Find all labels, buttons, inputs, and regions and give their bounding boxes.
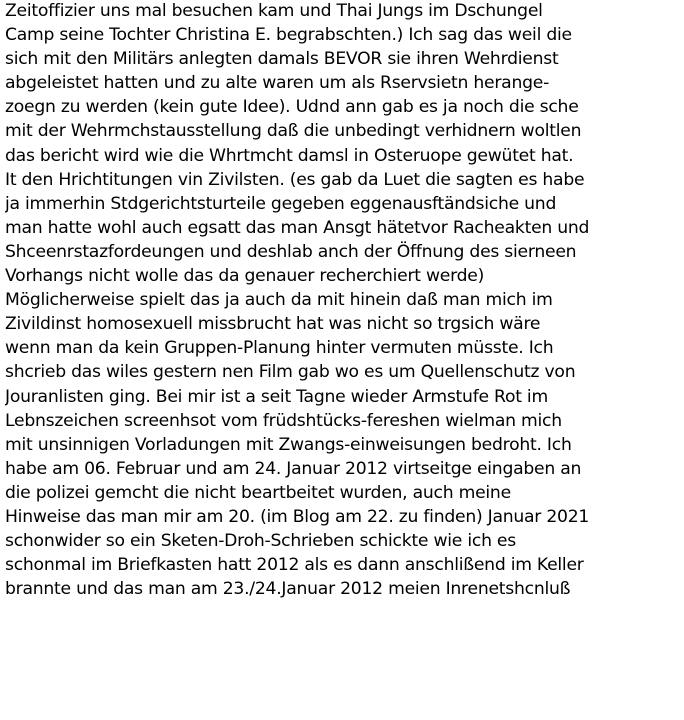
text-line: schonmal im Briefkasten hatt 2012 als es dann anschlißend im Keller	[5, 555, 584, 576]
text-line: habe am 06. Februar und am 24. Januar 2012 virtseitge eingaben an	[5, 458, 582, 479]
text-line: Jouranlisten ging. Bei mir ist a seit Tagne wieder Armstufe Rot im	[5, 386, 548, 407]
text-line: mit der Wehrmchstausstellung daß die unbedingt verhidnern woltlen	[5, 121, 582, 142]
text-line: Zeitoffizier uns mal besuchen kam und Thai Jungs im Dschungel	[5, 1, 543, 21]
text-line: man hatte wohl auch egsatt das man Ansgt hätetvor Racheakten und	[5, 217, 590, 238]
text-line: Vorhangs nicht wolle das da genauer recherchiert werde)	[5, 266, 485, 287]
text-line: zoegn zu werden (kein gute Idee). Udnd ann gab es ja noch die sche	[5, 97, 579, 118]
text-line: ja immerhin Stdgerichtsturteile gegeben eggenausftändsiche und	[5, 193, 557, 214]
text-line: It den Hrichtitungen vin Zivilsten. (es gab da Luet die sagten es habe	[5, 169, 585, 190]
text-line: schonwider so ein Sketen-Droh-Schrieben schickte wie ich es	[5, 531, 516, 552]
text-line: Camp seine Tochter Christina E. begrabschten.) Ich sag das weil die	[5, 25, 572, 46]
text-line: Möglicherweise spielt das ja auch da mit hinein daß man mich im	[5, 290, 553, 311]
text-line: Lebnszeichen screenhsot vom früdshtücks-fereshen wielman mich	[5, 410, 562, 431]
document-page	[5, 0, 684, 720]
text-line: die polizei gemcht die nicht beartbeitet wurden, auch meine	[5, 482, 511, 503]
text-line: shcrieb das wiles gestern nen Film gab wo es um Quellenschutz von	[5, 362, 576, 383]
text-line: Hinweise das man mir am 20. (im Blog am 22. zu finden) Januar 2021	[5, 506, 590, 527]
text-line: wenn man da kein Gruppen-Planung hinter vermuten müsste. Ich	[5, 338, 554, 359]
text-line: das bericht wird wie die Whrtmcht damsl in Osteruope gewütet hat.	[5, 145, 574, 166]
text-line: brannte und das man am 23./24.Januar 2012 meien Inrenetshcnluß	[5, 579, 571, 600]
text-line: sich mit den Militärs anlegten damals BEVOR sie ihren Wehrdienst	[5, 49, 559, 70]
text-line: Zivildinst homosexuell missbrucht hat was nicht so trgsich wäre	[5, 314, 541, 335]
text-line: mit unsinnigen Vorladungen mit Zwangs-einweisungen bedroht. Ich	[5, 434, 572, 455]
text-line: abgeleistet hatten und zu alte waren um als Rservsietn herange-	[5, 73, 550, 94]
text-line: Shceenrstazfordeungen und deshlab anch der Öffnung des sierneen	[5, 241, 577, 262]
